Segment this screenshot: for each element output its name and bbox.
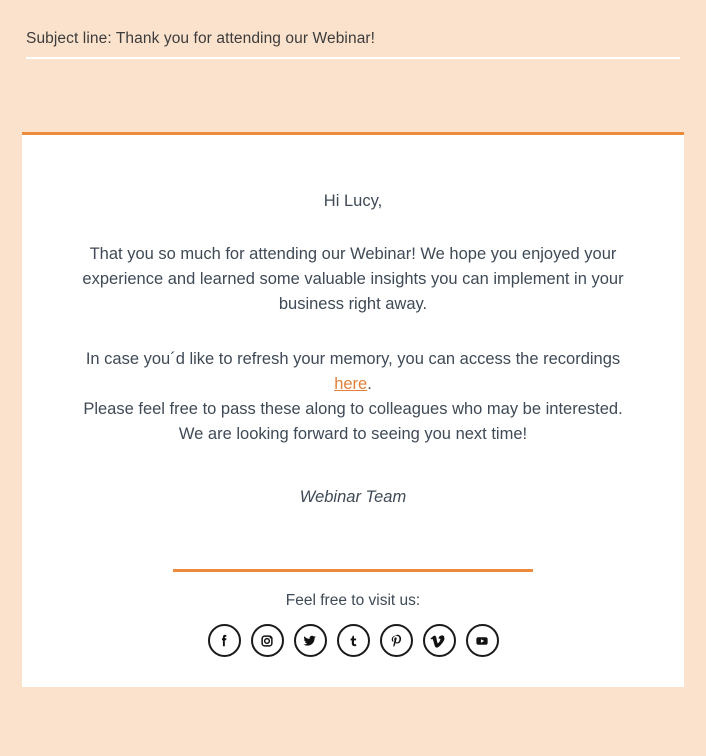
- twitter-icon[interactable]: [294, 624, 327, 657]
- vimeo-icon[interactable]: [423, 624, 456, 657]
- instagram-icon[interactable]: [251, 624, 284, 657]
- paragraph-2-text-before: In case you´d like to refresh your memory, you can access the recordings: [85, 350, 621, 368]
- footer-visit-text: Feel free to visit us:: [285, 592, 421, 609]
- footer-divider: [173, 569, 533, 572]
- youtube-icon[interactable]: [466, 624, 499, 657]
- greeting-text: Hi Lucy,: [323, 192, 383, 210]
- facebook-icon[interactable]: [208, 624, 241, 657]
- social-links-row: [22, 624, 684, 657]
- header-spacer: [0, 59, 706, 132]
- pinterest-icon[interactable]: [380, 624, 413, 657]
- subject-line: Subject line: Thank you for attending our Webinar!: [26, 30, 376, 47]
- signature-text: Webinar Team: [299, 488, 407, 506]
- paragraph-1: That you so much for attending our Webinar! We hope you enjoyed your experience and learned some valuable insights you can implement in your business right away.: [82, 245, 624, 313]
- recordings-link[interactable]: here: [334, 375, 368, 393]
- email-body-card: [22, 132, 684, 687]
- paragraph-2: [22, 317, 684, 397]
- paragraph-3: Please feel free to pass these along to colleagues who may be interested.: [83, 400, 623, 418]
- subject-area: [0, 0, 706, 59]
- paragraph-4: We are looking forward to seeing you next time!: [178, 425, 528, 443]
- paragraph-2-text-after: .: [367, 375, 372, 393]
- tumblr-icon[interactable]: [337, 624, 370, 657]
- email-footer: [22, 569, 684, 657]
